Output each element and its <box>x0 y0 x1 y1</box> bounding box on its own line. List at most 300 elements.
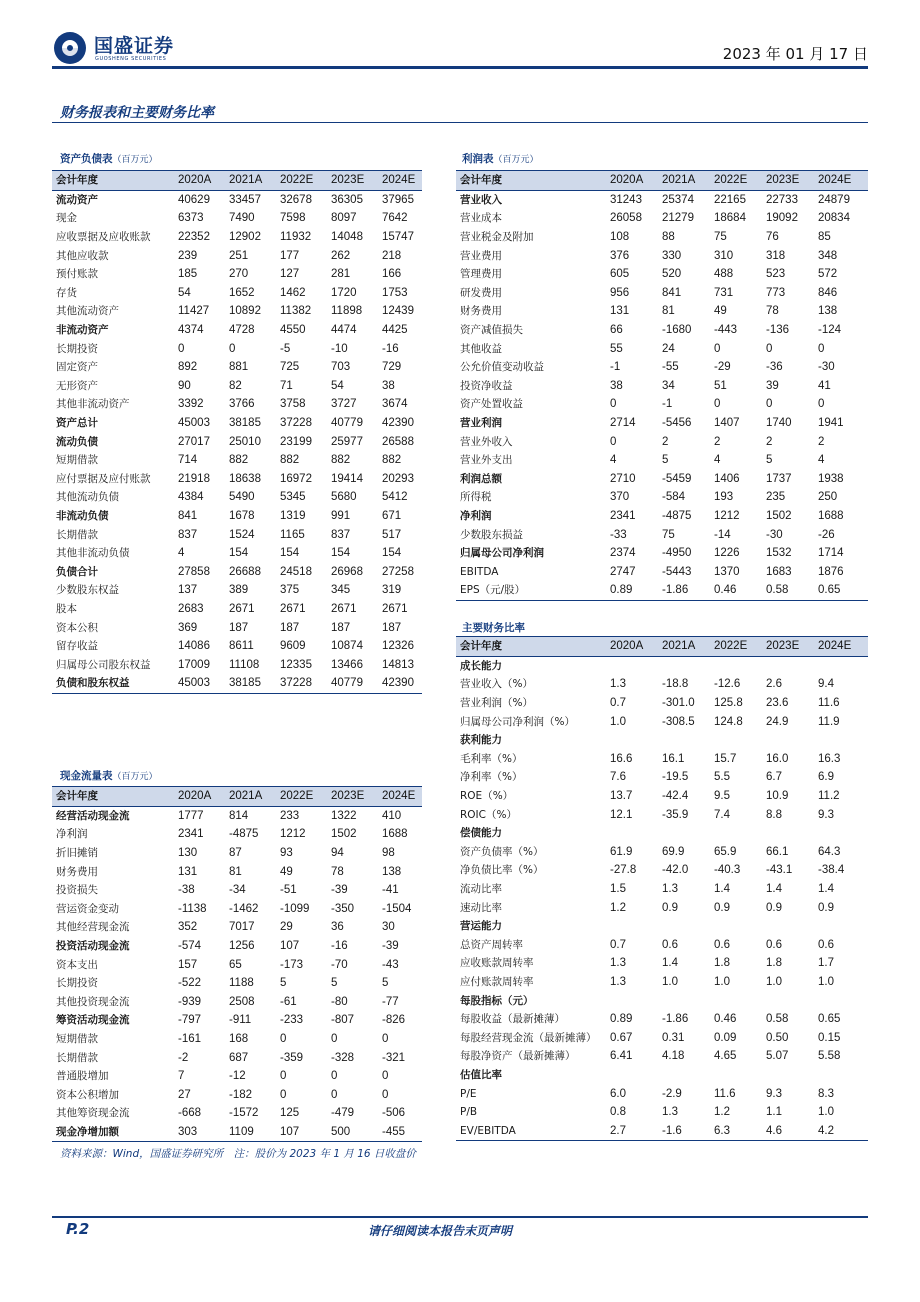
cell-value <box>658 824 710 843</box>
cell-value: 0 <box>382 1033 389 1046</box>
table-row <box>52 451 422 470</box>
table-row <box>52 844 422 863</box>
cell-value: 11898 <box>331 305 363 318</box>
cell-value: 0 <box>331 1088 338 1101</box>
cell-value: 76 <box>766 231 779 244</box>
cell-value: 24.9 <box>766 715 789 728</box>
row-label: 归属母公司净利润（%） <box>460 715 575 728</box>
row-label: 长期投资 <box>56 342 98 355</box>
cell-value: 0 <box>280 1033 287 1046</box>
cell-value: 23199 <box>280 435 312 448</box>
logo-subtext: GUOSHENG SECURITIES <box>95 56 167 62</box>
cell-value: 8097 <box>331 212 357 225</box>
row-label: 营业外收入 <box>460 435 513 448</box>
balance-sheet-unit: （百万元） <box>112 155 158 165</box>
table-row <box>52 581 422 600</box>
cell-value: 1.3 <box>610 678 626 691</box>
cell-value: -479 <box>331 1107 355 1120</box>
cell-value: 5.5 <box>714 771 730 784</box>
cell-value: 19414 <box>331 472 363 485</box>
year-header: 2020A <box>606 637 658 657</box>
year-header: 2023E <box>327 787 378 807</box>
cell-value: 14813 <box>382 658 414 671</box>
cell-value: 166 <box>382 268 402 281</box>
row-label: 应收账款周转率 <box>460 957 534 970</box>
cell-value: 1720 <box>331 286 357 299</box>
cell-value: 75 <box>662 528 675 541</box>
cell-value: 10874 <box>331 640 363 653</box>
cell-value: 3727 <box>331 398 357 411</box>
cell-value <box>814 731 868 750</box>
cell-value <box>762 917 814 936</box>
cell-value: 22165 <box>714 193 746 206</box>
table-row <box>456 1047 868 1066</box>
cell-value: 1188 <box>229 977 254 990</box>
cell-value: 23.6 <box>766 697 789 710</box>
row-label: 现金 <box>56 212 77 225</box>
table-row <box>456 898 868 917</box>
row-label: 投资损失 <box>56 884 98 897</box>
header-label: 会计年度 <box>456 637 606 657</box>
year-header: 2022E <box>276 171 327 191</box>
year-header: 2022E <box>276 787 327 807</box>
cell-value: 270 <box>229 268 249 281</box>
cell-value: -43 <box>382 958 399 971</box>
cell-value: -43.1 <box>766 864 793 877</box>
row-label: 长期借款 <box>56 1051 98 1064</box>
row-label: 预付账款 <box>56 268 98 281</box>
cell-value: 7642 <box>382 212 408 225</box>
cell-value: 2671 <box>382 602 408 615</box>
cell-value: 520 <box>662 268 682 281</box>
row-label: 净负债比率（%） <box>460 864 544 877</box>
table-header-row <box>456 637 868 657</box>
cell-value: 185 <box>178 268 198 281</box>
cell-value: 0.9 <box>662 901 678 914</box>
cell-value: -40.3 <box>714 864 741 877</box>
table-row <box>52 881 422 900</box>
cell-value <box>606 731 658 750</box>
cell-value: 837 <box>331 528 351 541</box>
row-label: 每股净资产（最新摊薄） <box>460 1050 576 1063</box>
cell-value: 5 <box>766 454 773 467</box>
cell-value: -5456 <box>662 417 692 430</box>
cell-value: 0.7 <box>610 697 626 710</box>
cell-value: 54 <box>178 286 191 299</box>
cell-value: -80 <box>331 995 348 1008</box>
cell-value: 1737 <box>766 472 792 485</box>
cell-value: 20834 <box>818 212 850 225</box>
cell-value: -1504 <box>382 902 412 915</box>
cell-value: 714 <box>178 454 198 467</box>
cell-value: 846 <box>818 286 838 299</box>
cell-value: -124 <box>818 324 842 337</box>
cell-value: 154 <box>331 547 351 560</box>
cell-value: 687 <box>229 1051 249 1064</box>
row-label: 流动负债 <box>56 435 98 448</box>
cell-value: 1.5 <box>610 883 626 896</box>
cell-value: 0 <box>766 342 773 355</box>
cell-value: 1714 <box>818 547 844 560</box>
cell-value: -574 <box>178 940 202 953</box>
cell-value: 15.7 <box>714 752 737 765</box>
cell-value: 5.07 <box>766 1050 789 1063</box>
cell-value: 24 <box>662 342 675 355</box>
cell-value: 11.6 <box>714 1087 736 1100</box>
section-title: 财务报表和主要财务比率 <box>60 105 214 121</box>
cell-value: 1.0 <box>662 975 678 988</box>
cell-value: 4384 <box>178 491 204 504</box>
footer-divider <box>52 1216 868 1218</box>
cell-value: 11382 <box>280 305 312 318</box>
row-label: 净利润 <box>460 509 492 522</box>
cell-value: -359 <box>280 1051 304 1064</box>
table-row <box>456 507 868 526</box>
cell-value: 1.4 <box>766 883 782 896</box>
cell-value: 16.6 <box>610 752 633 765</box>
cell-value: -506 <box>382 1107 406 1120</box>
year-header: 2023E <box>762 171 814 191</box>
cell-value <box>658 1066 710 1085</box>
cell-value: 330 <box>662 249 682 262</box>
row-label: 归属母公司净利润 <box>460 547 544 560</box>
row-label: 速动比率 <box>460 901 502 914</box>
table-row <box>456 1084 868 1103</box>
cell-value: 75 <box>714 231 727 244</box>
row-label: 投资净收益 <box>460 379 513 392</box>
cell-value: 1.0 <box>714 975 730 988</box>
cell-value: 27 <box>178 1088 191 1101</box>
cell-value <box>814 656 868 675</box>
cell-value: 352 <box>178 921 198 934</box>
table-row <box>52 525 422 544</box>
row-label: 成长能力 <box>460 659 502 672</box>
cash-flow-table <box>52 786 422 1142</box>
logo-text: 国盛证券 <box>94 35 175 57</box>
cell-value: 4.65 <box>714 1050 737 1063</box>
cell-value: 7490 <box>229 212 255 225</box>
footer-disclaimer: 请仔细阅读本报告末页声明 <box>368 1224 513 1238</box>
table-header-row <box>52 171 422 191</box>
cell-value: 239 <box>178 249 198 262</box>
cell-value: 731 <box>714 286 734 299</box>
cell-value: 6.0 <box>610 1087 626 1100</box>
cell-value: 38 <box>610 379 623 392</box>
balance-sheet-title <box>60 151 158 166</box>
row-label: 非流动资产 <box>56 324 109 337</box>
row-label: 存货 <box>56 286 77 299</box>
row-label: 负债和股东权益 <box>52 674 174 693</box>
cell-value: 1.4 <box>818 883 834 896</box>
cell-value: 3392 <box>178 398 204 411</box>
cell-value: 2.7 <box>606 1121 658 1140</box>
table-row <box>456 451 868 470</box>
table-row <box>456 861 868 880</box>
cell-value: -1099 <box>280 902 310 915</box>
cell-value: 1688 <box>818 509 844 522</box>
cell-value: 12.1 <box>610 808 633 821</box>
cell-value: 1165 <box>280 528 305 541</box>
cell-value: 85 <box>818 231 831 244</box>
cell-value: 1753 <box>382 286 408 299</box>
cell-value: -1680 <box>662 324 692 337</box>
table-row <box>456 973 868 992</box>
table-row <box>52 618 422 637</box>
cell-value: 1524 <box>229 528 255 541</box>
cell-value: -51 <box>280 884 297 897</box>
cell-value: 0.09 <box>714 1031 737 1044</box>
cell-value: 24518 <box>280 565 312 578</box>
cell-value: 0.6 <box>714 938 730 951</box>
table-row <box>456 712 868 731</box>
cell-value: -826 <box>382 1014 406 1027</box>
table-row <box>456 525 868 544</box>
row-label: 利润总额 <box>460 472 502 485</box>
row-label: 营业利润 <box>460 417 502 430</box>
year-header: 2022E <box>710 637 762 657</box>
cell-value: 11.9 <box>818 715 840 728</box>
row-label: 估值比率 <box>460 1068 502 1081</box>
row-label: 流动资产 <box>56 193 98 206</box>
cell-value: 2341 <box>610 509 636 522</box>
row-label: 每股指标（元） <box>460 994 534 1007</box>
cell-value: 22352 <box>178 231 210 244</box>
table-row <box>52 432 422 451</box>
cell-value: 1502 <box>766 509 792 522</box>
row-label: 其他筹资现金流 <box>56 1107 130 1120</box>
table-row <box>52 1067 422 1086</box>
cell-value: 0 <box>331 1033 338 1046</box>
row-label: 其他流动负债 <box>56 491 119 504</box>
cell-value: 1.2 <box>610 901 626 914</box>
cell-value: 49 <box>714 305 727 318</box>
cell-value: 881 <box>229 361 249 374</box>
cell-value: 4 <box>818 454 825 467</box>
cell-value: 108 <box>610 231 630 244</box>
row-label: P/E <box>460 1087 477 1100</box>
row-label: 资本公积 <box>56 621 98 634</box>
table-row <box>52 806 422 825</box>
cell-value: 94 <box>331 847 344 860</box>
cell-value <box>762 824 814 843</box>
cell-value: 2671 <box>280 602 306 615</box>
cell-value: 12439 <box>382 305 414 318</box>
cell-value: 65.9 <box>714 845 737 858</box>
cell-value: 16972 <box>280 472 312 485</box>
page-header <box>52 22 868 70</box>
table-row <box>52 507 422 526</box>
income-statement-title-text: 利润表 <box>462 153 494 165</box>
cell-value: 25374 <box>662 193 694 206</box>
table-row <box>52 246 422 265</box>
cell-value: 40779 <box>327 674 378 693</box>
cell-value: -233 <box>280 1014 304 1027</box>
balance-sheet-title-text: 资产负债表 <box>60 153 113 165</box>
cell-value: 0.46 <box>714 1013 737 1026</box>
cell-value: 82 <box>229 379 242 392</box>
cell-value: 1.3 <box>610 957 626 970</box>
cell-value: 38 <box>382 379 395 392</box>
cell-value: 124.8 <box>714 715 743 728</box>
cell-value: 1876 <box>818 565 844 578</box>
cell-value: -1.86 <box>662 1013 689 1026</box>
cell-value: -12 <box>229 1070 246 1083</box>
table-row <box>456 954 868 973</box>
cell-value: 0 <box>382 1070 389 1083</box>
table-row <box>52 993 422 1012</box>
table-row <box>52 228 422 247</box>
cell-value: 55 <box>610 342 623 355</box>
row-label: P/B <box>460 1106 478 1119</box>
year-header: 2024E <box>378 787 422 807</box>
cell-value: 0 <box>178 342 185 355</box>
table-row <box>456 1103 868 1122</box>
cell-value: 37228 <box>276 674 327 693</box>
cell-value: 488 <box>714 268 734 281</box>
cell-value <box>762 731 814 750</box>
row-label: 资产负债率（%） <box>460 845 544 858</box>
cell-value: 1740 <box>766 417 792 430</box>
cell-value: 7.4 <box>714 808 730 821</box>
cell-value: 1.3 <box>610 975 626 988</box>
cell-value: 5 <box>382 977 389 990</box>
ratios-table <box>456 636 868 1141</box>
row-label: 总资产周转率 <box>460 938 523 951</box>
cell-value: 0.65 <box>814 581 868 600</box>
row-label: 固定资产 <box>56 361 98 374</box>
cell-value: 19092 <box>766 212 798 225</box>
cell-value: 2671 <box>331 602 357 615</box>
cell-value: -14 <box>714 528 731 541</box>
table-row <box>52 395 422 414</box>
cell-value: 138 <box>818 305 838 318</box>
cell-value: 157 <box>178 958 198 971</box>
row-label: 投资活动现金流 <box>56 940 130 953</box>
cell-value: 4728 <box>229 324 255 337</box>
cell-value: -161 <box>178 1033 202 1046</box>
cell-value: 93 <box>280 847 293 860</box>
cell-value: 12335 <box>280 658 312 671</box>
cell-value: 1.0 <box>766 975 782 988</box>
cell-value: 0 <box>818 398 825 411</box>
cell-value: 31243 <box>610 193 642 206</box>
cash-flow-title <box>60 768 158 783</box>
cell-value: 523 <box>766 268 786 281</box>
row-label: 少数股东损益 <box>460 528 523 541</box>
cell-value: 345 <box>331 584 351 597</box>
cell-value: 127 <box>280 268 300 281</box>
section-divider <box>52 122 868 123</box>
cell-value <box>814 1066 868 1085</box>
row-label: 营业税金及附加 <box>460 231 534 244</box>
row-label: 公允价值变动收益 <box>460 361 544 374</box>
table-row <box>456 284 868 303</box>
cell-value: 30 <box>382 921 395 934</box>
cell-value: 20293 <box>382 472 414 485</box>
cell-value: 1.3 <box>662 883 678 896</box>
cell-value <box>710 917 762 936</box>
company-logo <box>52 30 192 66</box>
cell-value: 5680 <box>331 491 357 504</box>
cell-value: 42390 <box>378 674 422 693</box>
cell-value: 98 <box>382 847 395 860</box>
cell-value: 138 <box>382 865 402 878</box>
cell-value: 262 <box>331 249 351 262</box>
year-header: 2020A <box>174 171 225 191</box>
cell-value: 11932 <box>280 231 312 244</box>
cell-value: 2683 <box>178 602 204 615</box>
cell-value: 8611 <box>229 640 254 653</box>
cell-value: 10892 <box>229 305 261 318</box>
year-header: 2023E <box>327 171 378 191</box>
cell-value: -522 <box>178 977 202 990</box>
row-label: 股本 <box>56 602 77 615</box>
cell-value: 0.67 <box>610 1031 633 1044</box>
cell-value: 1212 <box>714 509 740 522</box>
cell-value: 187 <box>280 621 300 634</box>
cell-value: -42.4 <box>662 790 689 803</box>
year-header: 2020A <box>174 787 225 807</box>
cell-value: -38.4 <box>818 864 845 877</box>
cell-value: 7.6 <box>610 771 626 784</box>
table-row <box>456 750 868 769</box>
row-label: 净利润 <box>56 828 88 841</box>
cell-value: 1462 <box>280 286 306 299</box>
cell-value: -10 <box>331 342 348 355</box>
cell-value: 0.9 <box>714 901 730 914</box>
row-label: 负债合计 <box>56 565 98 578</box>
cell-value: 64.3 <box>818 845 841 858</box>
source-footnote: 资料来源：Wind，国盛证券研究所 注：股价为 2023 年 1 月 16 日收盘价 <box>60 1148 416 1160</box>
cell-value: 2.6 <box>766 678 782 691</box>
cell-value: 15747 <box>382 231 414 244</box>
cell-value: 26588 <box>382 435 414 448</box>
cell-value: -911 <box>229 1014 252 1027</box>
cell-value: 882 <box>331 454 351 467</box>
table-row <box>52 1104 422 1123</box>
row-label: 研发费用 <box>460 286 502 299</box>
cell-value: 187 <box>229 621 249 634</box>
row-label: 长期投资 <box>56 977 98 990</box>
cell-value: 78 <box>766 305 779 318</box>
table-header-row <box>456 171 868 191</box>
table-row <box>52 562 422 581</box>
header-label: 会计年度 <box>52 171 174 191</box>
cell-value: -4950 <box>662 547 692 560</box>
cell-value: 4550 <box>280 324 306 337</box>
row-label: EBITDA <box>460 565 499 578</box>
row-label: 其他应收款 <box>56 249 109 262</box>
cell-value: -807 <box>331 1014 355 1027</box>
row-label: 偿债能力 <box>460 827 502 840</box>
table-row <box>456 731 868 750</box>
row-label: 应付票据及应付账款 <box>56 472 151 485</box>
cell-value: 18684 <box>714 212 746 225</box>
cell-value: -2 <box>178 1051 189 1064</box>
cell-value: 107 <box>280 940 300 953</box>
row-label: 每股经营现金流（最新摊薄） <box>460 1031 597 1044</box>
cell-value: 1406 <box>714 472 740 485</box>
income-statement-unit: （百万元） <box>493 155 539 165</box>
cell-value: 9609 <box>280 640 306 653</box>
cell-value: 11.2 <box>818 790 840 803</box>
cell-value: -308.5 <box>662 715 695 728</box>
cell-value: 1.0 <box>818 1106 834 1119</box>
table-row <box>52 265 422 284</box>
row-label: 非流动负债 <box>56 509 109 522</box>
row-label: 净利率（%） <box>460 771 523 784</box>
cell-value: -26 <box>818 528 835 541</box>
